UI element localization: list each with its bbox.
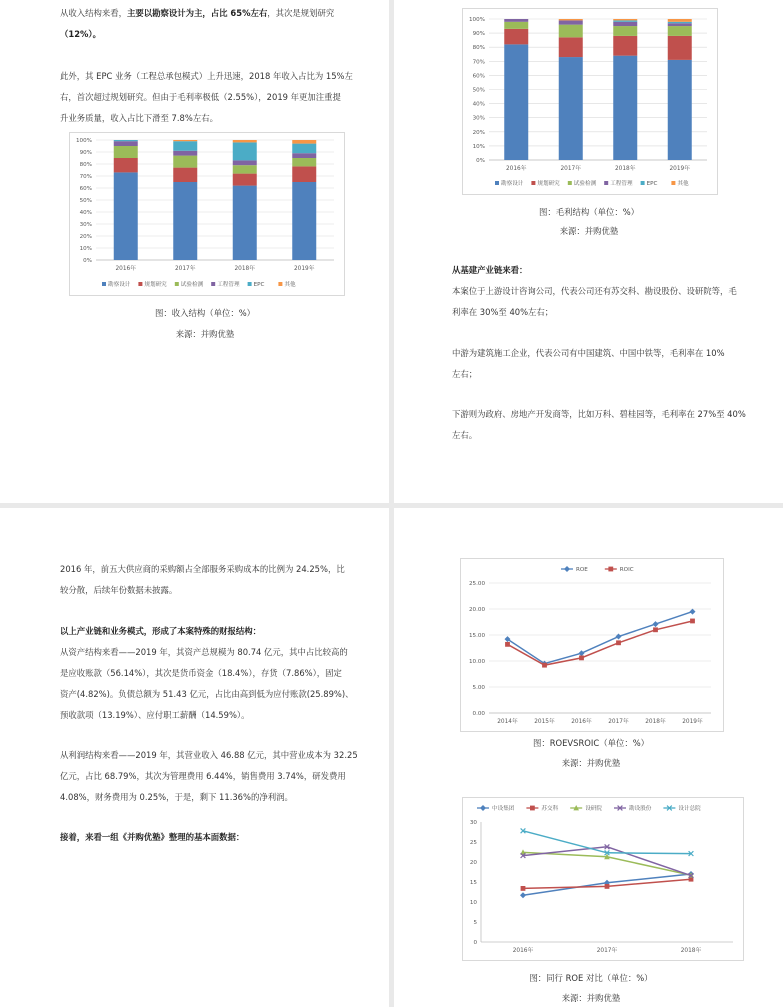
paragraph-line: 资产(4.82%)。负债总额为 51.43 亿元，占比由高到低为应付账款(25.89%)、 [60, 689, 354, 699]
y-tick-label: 90% [79, 150, 92, 156]
bar-segment [613, 26, 637, 36]
legend-swatch [211, 282, 215, 286]
bar-segment [559, 37, 583, 57]
legend-swatch [531, 181, 535, 185]
y-tick-label: 15.00 [468, 633, 485, 639]
y-tick-label: 10.00 [468, 659, 485, 665]
y-tick-label: 10 [469, 900, 477, 906]
bar-segment [173, 140, 197, 141]
y-tick-label: 0.00 [472, 711, 485, 717]
legend-label: 其他 [677, 181, 689, 187]
data-point [653, 621, 659, 627]
bar-segment [233, 140, 257, 142]
line-chart [461, 559, 723, 731]
series-line [508, 621, 693, 665]
bar-segment [613, 36, 637, 56]
y-tick-label: 20% [472, 129, 485, 136]
data-point [521, 886, 526, 891]
bar-segment [668, 23, 692, 26]
paragraph-line: 较分散，后续年份数据未披露。 [60, 585, 178, 595]
data-point [505, 642, 510, 647]
x-tick-label: 2018年 [614, 166, 636, 172]
legend-label: 设研院 [585, 806, 602, 812]
paragraph-line: 从利润结构来看——2019 年，其营业收入 46.88 亿元，其中营业成本为 32.25 [60, 750, 358, 760]
bar-segment [173, 141, 197, 151]
y-tick-label: 80% [472, 45, 485, 52]
legend-label: 规划研究 [144, 282, 167, 288]
data-point [542, 663, 547, 668]
data-point [564, 566, 570, 572]
bar-segment [613, 22, 637, 26]
bar-segment [504, 29, 528, 45]
paragraph-line: 从资产结构来看——2019 年，其资产总规模为 80.74 亿元，其中占比较高的 [60, 647, 348, 657]
bar-segment [668, 22, 692, 23]
x-tick-label: 2019年 [682, 719, 703, 725]
legend-label: EPC [646, 181, 658, 187]
legend-label: 规划研究 [537, 181, 560, 187]
text-run: ，其次是规划研究 [267, 8, 335, 18]
paragraph-line: 亿元，占比 68.79%，其次为管理费用 6.44%，销售费用 3.74%，研发费用 [60, 771, 346, 781]
revenue-structure-chart [69, 132, 345, 296]
data-point [616, 640, 621, 645]
x-tick-label: 2017年 [560, 166, 582, 172]
y-tick-label: 15 [469, 880, 477, 886]
y-tick-label: 100% [469, 17, 485, 23]
y-tick-label: 25.00 [468, 581, 485, 587]
x-tick-label: 2017年 [174, 266, 196, 272]
x-tick-label: 2018年 [645, 719, 666, 725]
text-run: 从收入结构来看， [60, 8, 127, 18]
bar-segment [114, 172, 138, 260]
legend-swatch [278, 282, 282, 286]
bar-segment [504, 19, 528, 22]
legend-label: 其他 [284, 282, 296, 288]
y-tick-label: 70% [79, 174, 92, 180]
legend-label: ROE [576, 567, 588, 573]
bar-segment [292, 166, 316, 182]
data-point [579, 655, 584, 660]
y-tick-label: 0% [83, 258, 92, 264]
roe-vs-roic-chart [460, 558, 724, 732]
y-tick-label: 60% [79, 186, 92, 192]
bar-segment [668, 26, 692, 36]
paragraph-line [60, 3, 334, 24]
y-tick-label: 30% [79, 222, 92, 228]
paragraph-line [60, 24, 101, 45]
legend-label: 勘设股份 [629, 806, 652, 812]
data-point [605, 884, 610, 889]
y-tick-label: 70% [472, 59, 485, 66]
bar-segment [114, 140, 138, 141]
legend-label: 试验检测 [573, 181, 597, 187]
legend-label: 试验检测 [180, 282, 204, 288]
x-tick-label: 2018年 [680, 948, 702, 954]
bar-segment [504, 22, 528, 29]
bar-segment [292, 158, 316, 166]
series-line [523, 847, 691, 876]
bar-segment [292, 140, 316, 144]
bar-segment [292, 144, 316, 154]
y-tick-label: 50% [79, 198, 92, 204]
bar-segment [292, 153, 316, 158]
figure-caption: 图：毛利结构（单位：%） [538, 207, 640, 217]
data-point [690, 609, 696, 615]
legend-label: EPC [253, 282, 265, 288]
y-tick-label: 40% [472, 101, 485, 108]
legend-swatch [248, 282, 252, 286]
bar-segment [613, 20, 637, 21]
paragraph-line: 2016 年，前五大供应商的采购额占全部服务采购成本的比例为 24.25%，比 [60, 564, 345, 574]
paragraph-line: 升业务质量，收入占比下滑至 7.8%左右。 [60, 113, 218, 123]
stacked-bar-chart [70, 133, 344, 295]
bar-segment [233, 174, 257, 186]
y-tick-label: 100% [76, 138, 92, 144]
x-tick-label: 2016年 [571, 719, 592, 725]
x-tick-label: 2019年 [293, 266, 315, 272]
legend-swatch [671, 181, 675, 185]
bar-segment [559, 19, 583, 20]
data-point [608, 567, 613, 572]
y-tick-label: 90% [472, 31, 485, 38]
bar-segment [504, 44, 528, 160]
y-tick-label: 30% [472, 115, 485, 122]
y-tick-label: 20.00 [468, 607, 485, 613]
legend-swatch [568, 181, 572, 185]
x-tick-label: 2016年 [505, 166, 527, 172]
x-tick-label: 2014年 [497, 719, 518, 725]
x-tick-label: 2017年 [608, 719, 629, 725]
figure-source: 来源：并购优塾 [175, 329, 235, 339]
legend-label: 勘察设计 [501, 181, 524, 187]
y-tick-label: 25 [469, 840, 477, 846]
data-point [616, 634, 622, 640]
bar-segment [173, 151, 197, 156]
x-tick-label: 2016年 [115, 266, 137, 272]
bar-segment [114, 146, 138, 158]
line-chart [463, 798, 743, 960]
legend-label: ROIC [619, 567, 634, 573]
legend-swatch [102, 282, 106, 286]
bar-segment [668, 19, 692, 22]
document-page-4 [394, 508, 783, 1007]
figure-caption: 图：ROEVSROIC（单位：%） [532, 738, 650, 748]
y-tick-label: 80% [79, 162, 92, 168]
stacked-bar-chart [463, 9, 717, 194]
legend-label: 苏交科 [541, 806, 559, 812]
legend-label: 勘察设计 [108, 282, 131, 288]
data-point [690, 619, 695, 624]
paragraph-line: 预收款项（13.19%）、应付职工薪酬（14.59%）。 [60, 710, 250, 720]
x-tick-label: 2015年 [534, 719, 555, 725]
series-line [523, 831, 691, 854]
y-tick-label: 20 [469, 860, 477, 866]
y-tick-label: 50% [472, 87, 485, 94]
section-heading: 接着，来看一组《并购优塾》整理的基本面数据： [60, 832, 245, 842]
bar-segment [292, 182, 316, 260]
bar-segment [233, 160, 257, 165]
bold-text: 主要以勘察设计为主，占比 65%左右 [127, 8, 268, 18]
x-tick-label: 2016年 [512, 948, 534, 954]
bar-segment [233, 165, 257, 173]
y-tick-label: 40% [79, 210, 92, 216]
figure-caption: 图：收入结构（单位：%） [154, 308, 256, 318]
bold-text: （12%）。 [60, 29, 101, 39]
bar-segment [173, 156, 197, 168]
series-line [508, 612, 693, 664]
figure-source: 来源：并购优塾 [559, 226, 619, 236]
paragraph-line: 利率在 30%至 40%左右； [452, 307, 554, 317]
y-tick-label: 10% [472, 143, 485, 150]
section-heading: 从基建产业链来看： [452, 265, 528, 275]
data-point [653, 627, 658, 632]
bar-segment [613, 19, 637, 20]
bar-segment [114, 158, 138, 172]
y-tick-label: 20% [79, 234, 92, 240]
legend-swatch [641, 181, 645, 185]
gross-profit-structure-chart [462, 8, 718, 195]
bar-segment [114, 141, 138, 146]
legend-swatch [175, 282, 179, 286]
figure-caption: 图：同行 ROE 对比（单位：%） [529, 973, 653, 983]
paragraph-line: 左右； [452, 369, 478, 379]
data-point [480, 805, 486, 811]
x-tick-label: 2018年 [234, 266, 256, 272]
legend-label: 工程管理 [610, 181, 633, 187]
figure-source: 来源：并购优塾 [561, 993, 621, 1003]
document-page-3 [0, 508, 389, 1007]
paragraph-line: 4.08%，财务费用为 0.25%，于是，剩下 11.36%的净利润。 [60, 792, 293, 802]
legend-label: 设计总院 [678, 806, 701, 812]
document-page-2 [394, 0, 783, 503]
data-point [530, 806, 535, 811]
data-point [579, 650, 585, 656]
y-tick-label: 0 [473, 940, 477, 946]
paragraph-line: 左右。 [452, 430, 478, 440]
legend-label: 工程管理 [217, 282, 240, 288]
figure-source: 来源：并购优塾 [561, 758, 621, 768]
legend-swatch [604, 181, 608, 185]
paragraph-line: 下游则为政府、房地产开发商等，比如万科、碧桂园等，毛利率在 27%至 40% [452, 409, 746, 419]
bar-segment [173, 168, 197, 182]
paragraph-line: 中游为建筑施工企业，代表公司有中国建筑、中国中铁等，毛利率在 10% [452, 348, 725, 358]
bar-segment [668, 36, 692, 60]
paragraph-line: 此外，其 EPC 业务（工程总承包模式）上升迅速，2018 年收入占比为 15%左 [60, 71, 353, 81]
paragraph-line: 本案位于上游设计咨询公司，代表公司还有苏交科、勘设股份、设研院等，毛 [452, 286, 737, 296]
legend-swatch [138, 282, 142, 286]
y-tick-label: 0% [476, 158, 485, 164]
legend-swatch [495, 181, 499, 185]
document-page-1 [0, 0, 389, 503]
bar-segment [173, 182, 197, 260]
bar-segment [233, 186, 257, 260]
bar-segment [559, 20, 583, 24]
bar-segment [559, 57, 583, 160]
data-point [520, 892, 526, 898]
bar-segment [559, 25, 583, 38]
x-tick-label: 2017年 [596, 948, 618, 954]
peer-roe-chart [462, 797, 744, 961]
bar-segment [668, 60, 692, 160]
paragraph-line: 右，首次超过规划研究。但由于毛利率极低（2.55%），2019 年更加注重提 [60, 92, 341, 102]
y-tick-label: 60% [472, 73, 485, 80]
bar-segment [613, 56, 637, 160]
bar-segment [233, 142, 257, 160]
y-tick-label: 30 [469, 820, 477, 826]
x-tick-label: 2019年 [669, 166, 691, 172]
y-tick-label: 5 [473, 920, 477, 926]
paragraph-line: 是应收账款（56.14%），其次是货币资金（18.4%），存货（7.86%），固定 [60, 668, 342, 678]
y-tick-label: 5.00 [472, 685, 485, 691]
section-heading: 以上产业链和业务模式，形成了本案特殊的财报结构： [60, 626, 261, 636]
y-tick-label: 10% [79, 246, 92, 252]
legend-label: 中设集团 [492, 806, 515, 812]
